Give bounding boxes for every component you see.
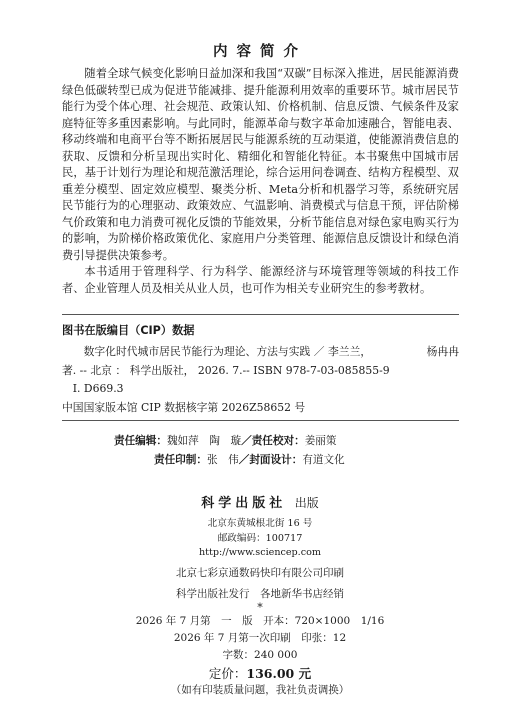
summary-paragraph: 随着全球气候变化影响日益加深和我国“双碳”目标深入推进，居民能源消费绿色低碳转型已成为促进节能减排、提升能源利用效率的重要环节。城市居民节能行为受个体心理、社会规范、政策认知、价格机制、信息反馈、气候条件及家庭特征等多重因素影响。与此同时，能源革命与数字革命加速融合，智能电表、移动终端和电商平台等不断拓展居民与能源系统的互动渠道，使能源消费信息的获取、反馈和分析呈现出实时化、精细化和智能化特征。本书聚焦中国城市居民，基于计划行为理论和规范激活理论，综合运用问卷调查、结构方程模型、双重差分模型、固定效应模型、聚类分析、Meta分析和机器学习等，系统研究居民节能行为的心理驱动、政策效应、气温影响、消费模式与信息干预，评估阶梯气价政策和电力消费可视化反馈的节能效果，分析节能信息对绿色家电购买行为的影响，为阶梯价格政策优化、家庭用户分类管理、能源信息反馈设计和绿色消费引导提供决策参考。 (62, 67, 459, 262)
price (0, 665, 520, 682)
price-value: 136.00 元 (246, 665, 312, 681)
publisher-postcode: 邮政编码：100717 (217, 532, 303, 544)
cip-author: 杨冉冉 (426, 345, 459, 358)
summary-paragraph: 本书适用于管理科学、行为科学、能源经济与环境管理等领域的科技工作者、企业管理人员及相关从业人员，也可作为相关专业研究生的参考教材。 (62, 265, 459, 295)
imprint (0, 495, 520, 699)
publisher-line (0, 495, 520, 512)
divider (62, 420, 459, 421)
edition-info: 2026 年 7 月第 一 版 开本：720×1000 1/16 (135, 614, 385, 627)
printing-info: 2026 年 7 月第一次印刷 印张：12 (173, 631, 347, 644)
credits (62, 432, 459, 470)
proofreader-label: ／责任校对： (241, 435, 305, 447)
word-count: 字数：240 000 (222, 648, 298, 661)
summary-text (62, 66, 459, 297)
divider (62, 314, 459, 315)
cip-entry-line (62, 343, 459, 362)
proofreader-name: 姜丽策 (304, 435, 337, 447)
editor-label: 责任编辑： (114, 435, 167, 447)
editor-names: 魏如萍 陶 璇 (166, 435, 242, 447)
publisher-suffix: 出版 (294, 496, 319, 510)
cip-book-title: 数字化时代城市居民节能行为理论、方法与实践 ／ 李兰兰， (83, 345, 372, 358)
publisher-name: 科学出版社 (201, 496, 287, 511)
cip-classification: Ⅰ. D669.3 (72, 382, 124, 395)
printer: 北京七彩京通数码快印有限公司印刷 (176, 566, 344, 579)
summary-title: 内容简介 (213, 44, 307, 60)
printing-name: 张 伟 (206, 454, 239, 466)
cip-heading: 图书在版编目（CIP）数据 (62, 324, 195, 337)
printing-label: 责任印制： (154, 454, 207, 466)
distribution: 科学出版社发行 各地新华书店经销 (176, 587, 344, 600)
quality-note: （如有印装质量问题，我社负责调换） (170, 683, 350, 696)
credits-editors-row (62, 432, 459, 451)
cip-record-number: 中国国家版本馆 CIP 数据核字第 2026Z58652 号 (62, 400, 306, 414)
cover-designer: 有道文化 (302, 454, 345, 466)
credits-production-row (62, 451, 459, 470)
publisher-website: http://www.sciencep.com (199, 547, 321, 558)
publisher-address: 北京东黄城根北街 16 号 (207, 518, 313, 529)
separator-star: * (257, 600, 263, 614)
cover-label: ／封面设计： (238, 454, 303, 466)
price-label: 定价： (208, 665, 247, 681)
cip-record (62, 343, 459, 417)
cip-publication-line: 著. -- 北京 ： 科学出版社， 2026. 7.-- ISBN 978-7-03-085855-9 (62, 363, 390, 377)
